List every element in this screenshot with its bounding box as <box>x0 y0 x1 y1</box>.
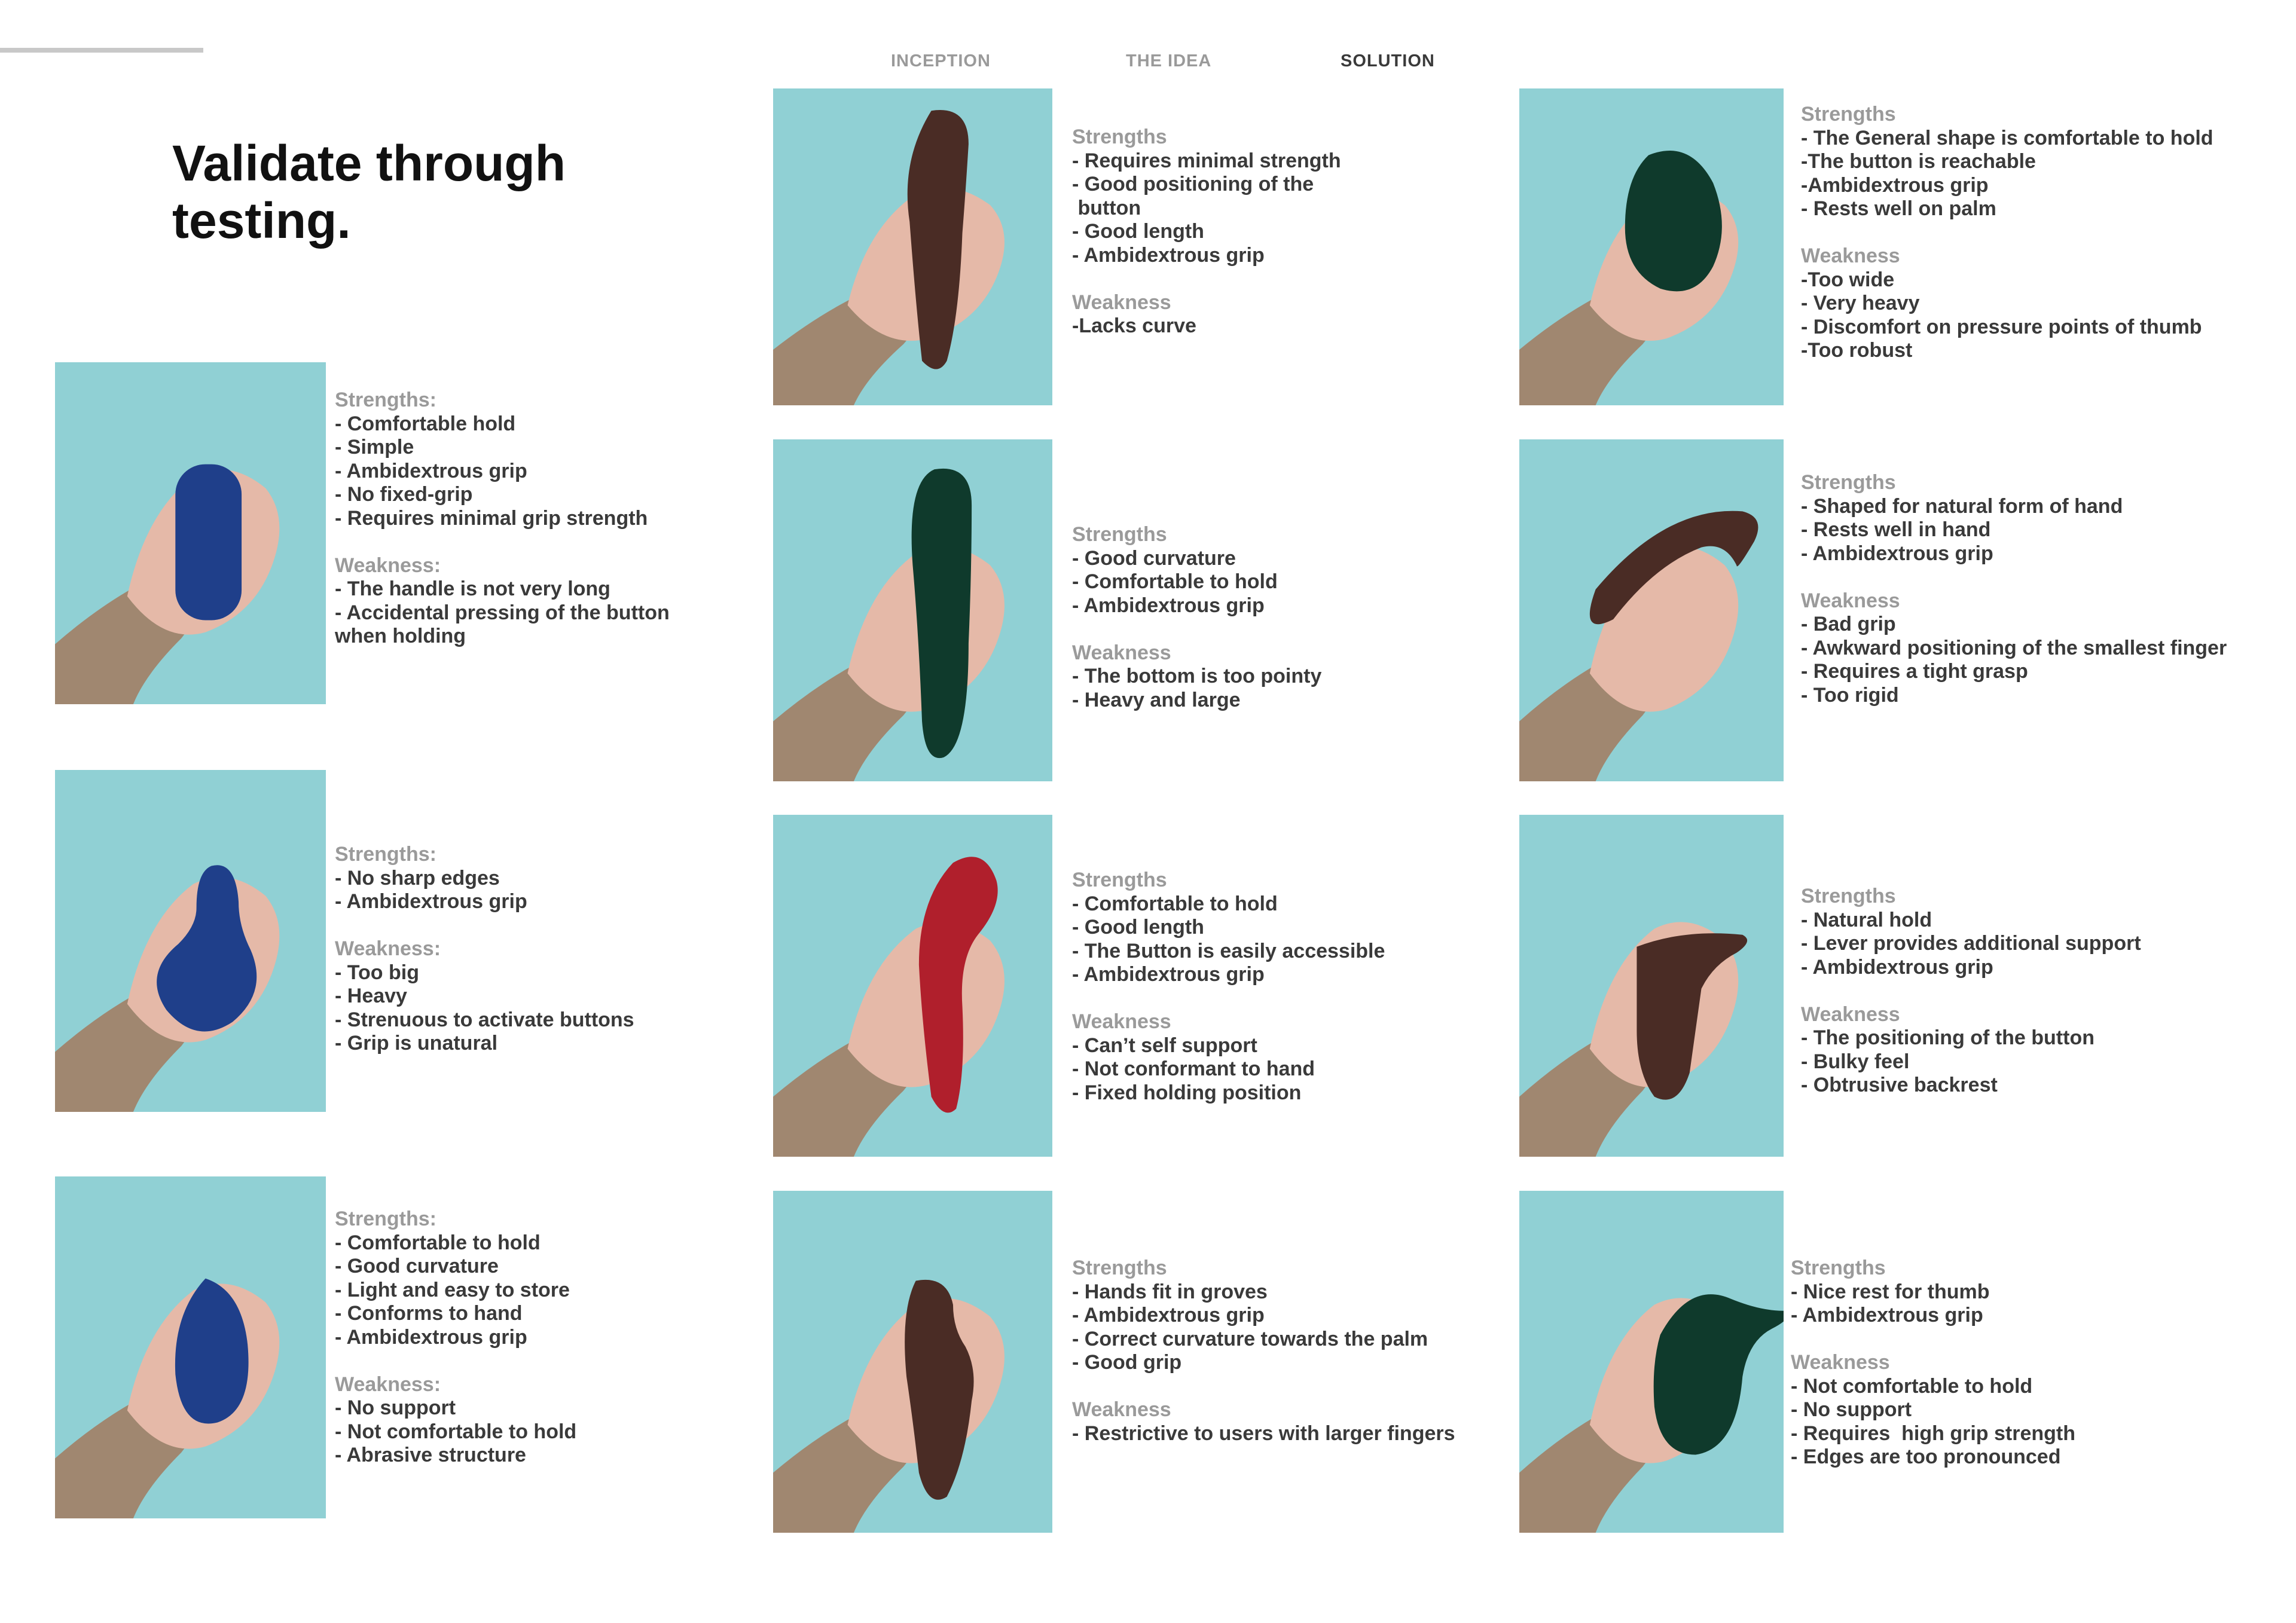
prototype-notes-5 <box>1072 523 1526 712</box>
weakness-item: - Bulky feel <box>1801 1050 1910 1073</box>
weakness-item: - The bottom is too pointy <box>1072 665 1322 687</box>
strengths-heading: Strengths <box>1791 1257 1886 1279</box>
prototype-photo-1 <box>55 362 326 704</box>
strength-item: - The Button is easily accessible <box>1072 939 1385 962</box>
strength-item: - Ambidextrous grip <box>335 1325 527 1349</box>
section-gap <box>1791 1328 2245 1352</box>
weakness-item: - Strenuous to activate buttons <box>335 1008 634 1031</box>
strength-item: - Ambidextrous grip <box>335 890 527 913</box>
weakness-item: - The positioning of the button <box>1801 1026 2095 1049</box>
weakness-heading: Weakness <box>1801 1002 1900 1026</box>
section-gap <box>335 914 789 938</box>
prototype-photo-11 <box>1519 1191 1784 1533</box>
prototype-photo-2 <box>55 770 326 1112</box>
prototype-notes-4 <box>1072 126 1526 338</box>
weakness-heading: Weakness: <box>335 937 441 960</box>
strength-item: -Ambidextrous grip <box>1801 173 1989 197</box>
strength-item: - Correct curvature towards the palm <box>1072 1327 1428 1350</box>
strengths-heading: Strengths: <box>335 1208 436 1230</box>
strengths-heading: Strengths <box>1801 471 1896 494</box>
strength-item: - Lever provides additional support <box>1801 932 2141 955</box>
strength-item: - Requires minimal strength <box>1072 149 1341 172</box>
strength-item: - Good positioning of the <box>1072 173 1314 195</box>
strength-item: - Comfortable hold <box>335 412 516 435</box>
strength-item: - Comfortable to hold <box>335 1231 541 1254</box>
prototype-notes-10 <box>1801 885 2255 1098</box>
prototype-photo-6 <box>773 815 1052 1157</box>
weakness-item: - Restrictive to users with larger fingers <box>1072 1422 1455 1445</box>
nav-solution[interactable]: SOLUTION <box>1341 51 1435 71</box>
strengths-heading: Strengths: <box>335 389 436 411</box>
section-gap <box>335 1349 789 1373</box>
strength-item: - Good curvature <box>1072 546 1236 570</box>
section-gap <box>1801 221 2255 245</box>
nav-the-idea[interactable]: THE IDEA <box>1126 51 1212 71</box>
weakness-item: -Too wide <box>1801 268 1895 291</box>
strength-item: - Good length <box>1072 220 1204 243</box>
top-nav <box>0 48 2296 78</box>
strength-item: - Ambidextrous grip <box>1801 955 1993 979</box>
strength-item: - Shaped for natural form of hand <box>1801 494 2123 518</box>
page-title <box>172 135 651 249</box>
weakness-heading: Weakness <box>1072 1398 1171 1421</box>
strength-item: - Good curvature <box>335 1255 499 1277</box>
weakness-item: - Can’t self support <box>1072 1034 1257 1057</box>
weakness-item: - Obtrusive backrest <box>1801 1074 1998 1096</box>
strength-item: - Comfortable to hold <box>1072 892 1278 915</box>
weakness-item: - No support <box>1791 1398 1912 1421</box>
prototype-notes-6 <box>1072 869 1526 1105</box>
weakness-item: - Heavy <box>335 985 407 1007</box>
strength-item: - Requires minimal grip strength <box>335 506 648 530</box>
prototype-photo-7 <box>773 1191 1052 1533</box>
strength-item: - Rests well on palm <box>1801 197 1996 220</box>
section-gap <box>1072 987 1526 1011</box>
weakness-item: - Heavy and large <box>1072 688 1241 711</box>
section-gap <box>1072 618 1526 641</box>
nav-inception[interactable]: INCEPTION <box>891 51 991 71</box>
prototype-notes-1 <box>335 389 789 649</box>
prototype-photo-9 <box>1519 439 1784 781</box>
strength-item: button <box>1072 196 1141 219</box>
strengths-heading: Strengths <box>1801 103 1896 126</box>
prototype-notes-3 <box>335 1208 789 1468</box>
prototype-photo-8 <box>1519 88 1784 405</box>
strength-item: - Ambidextrous grip <box>1072 243 1265 267</box>
strength-item: - Comfortable to hold <box>1072 570 1278 593</box>
weakness-item: - Very heavy <box>1801 292 1920 314</box>
section-gap <box>1072 1375 1526 1399</box>
strength-item: - Ambidextrous grip <box>1072 1304 1265 1326</box>
weakness-item: - Abrasive structure <box>335 1444 526 1466</box>
weakness-item: -Too robust <box>1801 339 1913 362</box>
strength-item: - Ambidextrous grip <box>1801 542 1993 565</box>
weakness-item: - Grip is unatural <box>335 1032 498 1055</box>
strength-item: - Ambidextrous grip <box>1072 594 1265 617</box>
strengths-heading: Strengths <box>1072 523 1167 546</box>
weakness-item: - No support <box>335 1396 456 1419</box>
strength-item: - Good grip <box>1072 1351 1182 1374</box>
weakness-item: - Discomfort on pressure points of thumb <box>1801 315 2202 338</box>
strengths-heading: Strengths <box>1072 869 1167 891</box>
section-gap <box>1801 979 2255 1003</box>
weakness-item: - Bad grip <box>1801 613 1896 635</box>
title-line-1: Validate through <box>172 135 566 191</box>
strength-item: - Natural hold <box>1801 908 1932 931</box>
weakness-item: - Fixed holding position <box>1072 1081 1302 1104</box>
strength-item: - Hands fit in groves <box>1072 1280 1268 1303</box>
strengths-heading: Strengths <box>1801 885 1896 907</box>
prototype-photo-3 <box>55 1176 326 1518</box>
weakness-heading: Weakness <box>1072 1010 1171 1033</box>
section-gap <box>1072 267 1526 291</box>
title-line-2: testing. <box>172 192 351 249</box>
weakness-item: -Lacks curve <box>1072 314 1196 337</box>
weakness-item: - Not conformant to hand <box>1072 1057 1315 1080</box>
prototype-photo-10 <box>1519 815 1784 1157</box>
weakness-item: - Edges are too pronounced <box>1791 1445 2061 1468</box>
weakness-item: - Too rigid <box>1801 683 1899 707</box>
strength-item: - Ambidextrous grip <box>1072 963 1265 986</box>
weakness-heading: Weakness <box>1791 1351 1890 1374</box>
strengths-heading: Strengths: <box>335 843 436 866</box>
strength-item: - No fixed-grip <box>335 483 473 506</box>
weakness-heading: Weakness <box>1072 291 1171 314</box>
strength-item: - Rests well in hand <box>1801 518 1991 541</box>
strengths-heading: Strengths <box>1072 126 1167 148</box>
weakness-item: - Too big <box>335 961 419 984</box>
strength-item: - Good length <box>1072 916 1204 939</box>
weakness-item: when holding <box>335 625 466 647</box>
weakness-item: - Not comfortable to hold <box>1791 1374 2033 1398</box>
prototype-notes-9 <box>1801 471 2255 707</box>
prototype-shape <box>175 464 242 621</box>
section-gap <box>335 530 789 554</box>
strength-item: - Ambidextrous grip <box>335 459 527 482</box>
weakness-item: - Accidental pressing of the button <box>335 601 670 624</box>
weakness-item: - The handle is not very long <box>335 577 610 600</box>
prototype-notes-11 <box>1791 1257 2245 1469</box>
strength-item: -The button is reachable <box>1801 150 2036 173</box>
prototype-photo-5 <box>773 439 1052 781</box>
prototype-notes-2 <box>335 843 789 1056</box>
weakness-item: - Requires a tight grasp <box>1801 660 2028 683</box>
weakness-heading: Weakness <box>1072 641 1171 664</box>
weakness-item: - Awkward positioning of the smallest finger <box>1801 636 2227 659</box>
weakness-item: - Not comfortable to hold <box>335 1420 577 1443</box>
section-gap <box>1801 566 2255 589</box>
weakness-heading: Weakness <box>1801 244 1900 267</box>
prototype-photo-4 <box>773 88 1052 405</box>
strengths-heading: Strengths <box>1072 1257 1167 1279</box>
weakness-item: - Requires high grip strength <box>1791 1422 2076 1445</box>
weakness-heading: Weakness <box>1801 589 1900 612</box>
strength-item: - Nice rest for thumb <box>1791 1280 1990 1303</box>
strength-item: - The General shape is comfortable to hold <box>1801 126 2213 149</box>
weakness-heading: Weakness: <box>335 1373 441 1396</box>
strength-item: - Simple <box>335 436 414 459</box>
weakness-heading: Weakness: <box>335 554 441 577</box>
prototype-notes-8 <box>1801 103 2255 363</box>
prototype-notes-7 <box>1072 1257 1526 1445</box>
strength-item: - Light and easy to store <box>335 1278 570 1301</box>
strength-item: - Ambidextrous grip <box>1791 1304 1983 1326</box>
strength-item: - Conforms to hand <box>335 1302 523 1325</box>
strength-item: - No sharp edges <box>335 866 500 890</box>
